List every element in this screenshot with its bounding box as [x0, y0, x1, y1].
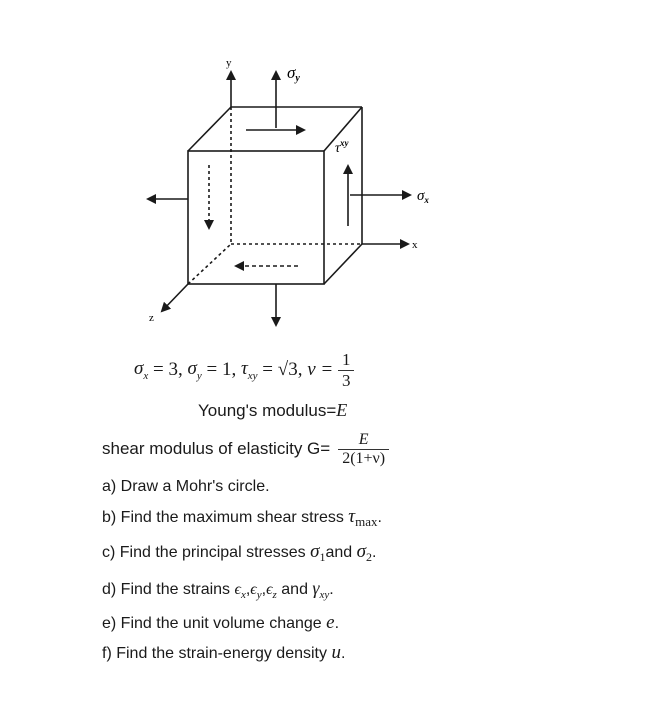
x-axis-label: x	[412, 239, 418, 251]
poisson-ratio-symbol: ν =	[307, 359, 338, 380]
cube-edge-bottom-right	[324, 244, 362, 284]
question-b: b) Find the maximum shear stress $\tau_{max}$.	[102, 506, 382, 530]
y-axis-label: y	[226, 57, 232, 69]
z-axis-arrow	[162, 284, 188, 311]
question-c: c) Find the principal stresses $\sigma_1and$ $\sigma_2$.	[102, 541, 377, 565]
tau-xy-label	[335, 138, 350, 156]
sigma-x-symbol: $\sigma_x$	[134, 358, 149, 382]
cube-edge-top-left	[188, 107, 231, 151]
tau-xy-symbol: $\tau_{xy}$	[240, 358, 258, 382]
tau-xy-value: = √3,	[257, 359, 308, 380]
sigma-y-symbol: $\sigma_y$	[187, 358, 202, 382]
youngs-modulus-line: Young's modulus=E	[198, 400, 348, 420]
svg-text:σy: σy	[287, 63, 300, 84]
given-values	[134, 345, 354, 395]
shear-modulus-fraction: $\frac{E}{2(1+\nu)}$	[338, 431, 389, 468]
sigma-x-value: = 3,	[148, 359, 188, 380]
sigma-y-value: = 1,	[201, 359, 241, 380]
sigma-y-label	[287, 63, 300, 84]
z-axis-label: z	[149, 312, 154, 324]
svg-text:τxy: $\tau^{xy}$	[335, 138, 349, 156]
question-d: d) Find the strains $\epsilon_x,\epsilon_y,\epsilon_z$ and $\gamma_{xy}$.	[102, 578, 334, 602]
question-e: e) Find the unit volume change e.	[102, 612, 340, 633]
cube-front-face	[188, 151, 324, 284]
question-a: a) Draw a Mohr's circle.	[102, 478, 270, 495]
sigma-x-label	[417, 188, 429, 205]
question-f: f) Find the strain-energy density u.	[102, 642, 346, 663]
stress-cube-diagram	[0, 0, 655, 345]
shear-modulus-line: shear modulus of elasticity G= $\frac{E}{2(1+\nu)}$	[102, 425, 389, 473]
svg-text:σx: $\sigma_x$	[417, 188, 429, 205]
cube-edge-bottom-left-hidden	[188, 244, 231, 284]
poisson-ratio-fraction: $\frac{1}{3}$	[338, 350, 355, 391]
